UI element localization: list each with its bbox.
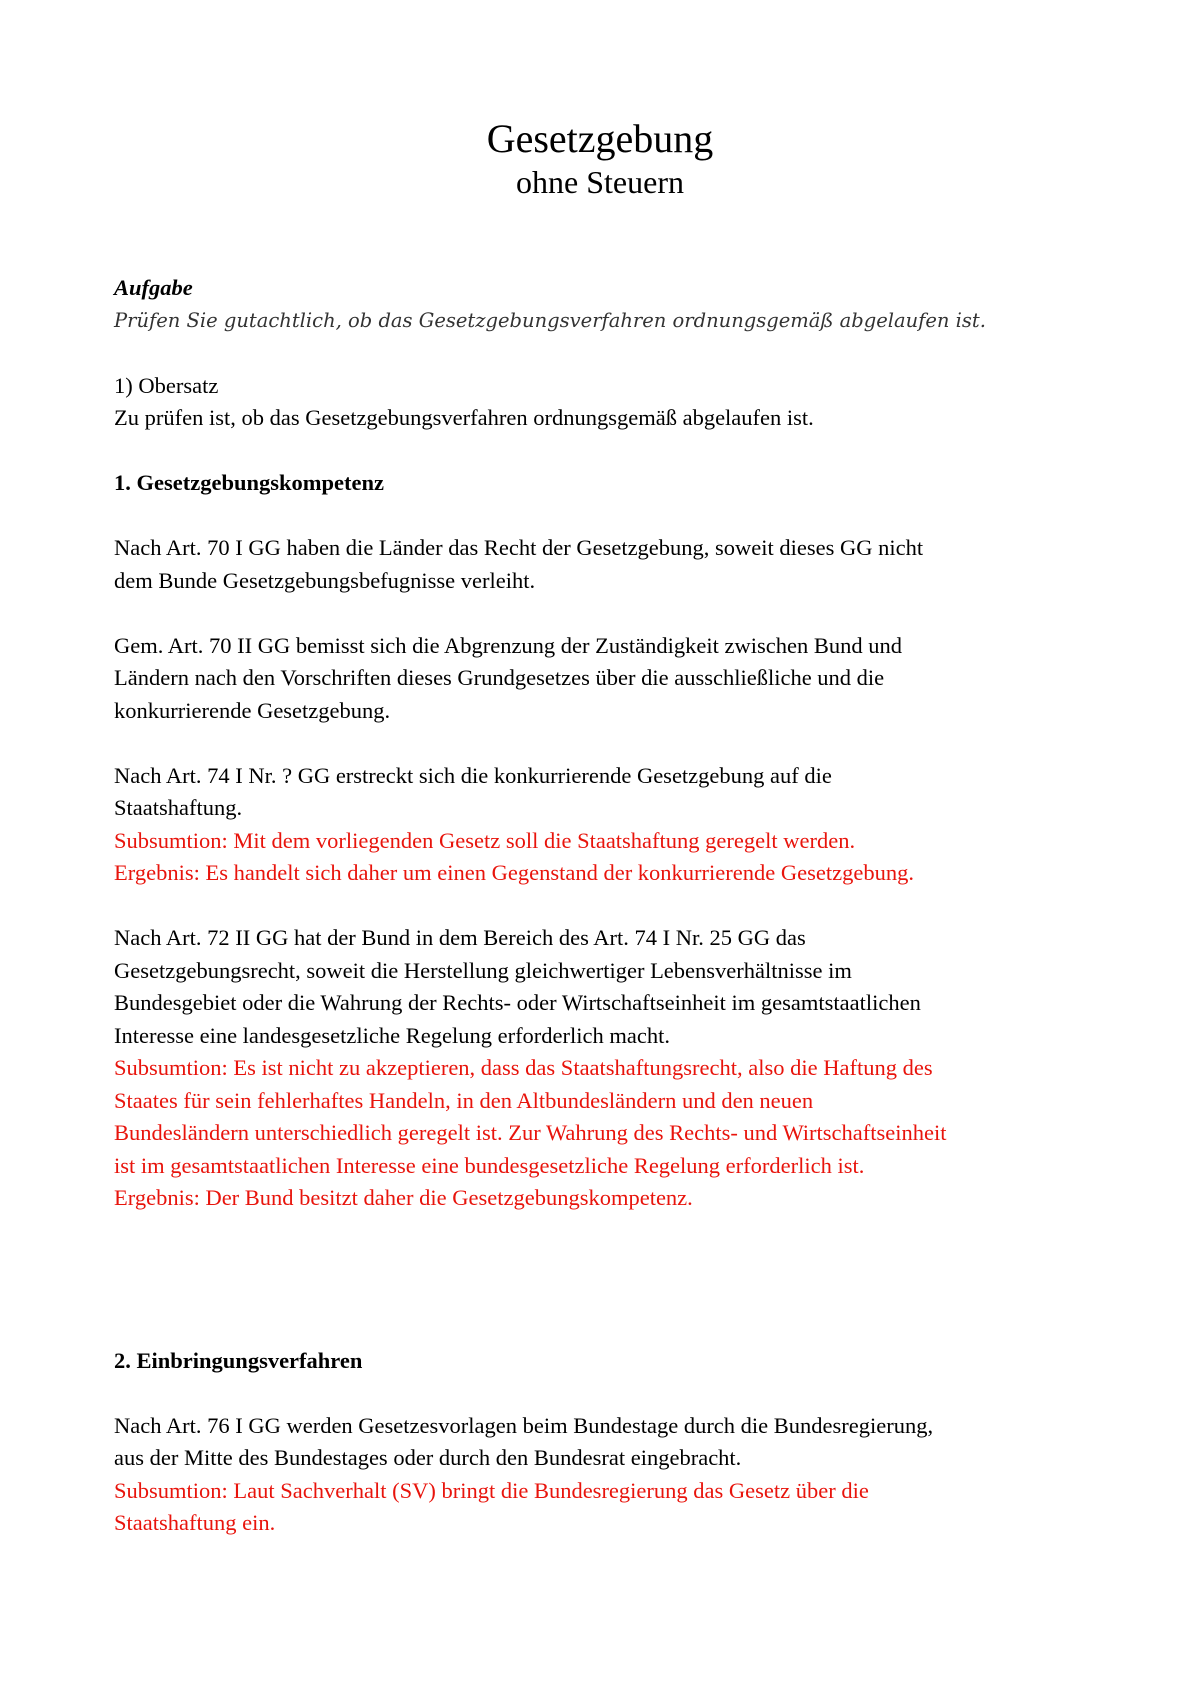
paragraph-line: dem Bunde Gesetzgebungsbefugnisse verleiht. bbox=[114, 567, 536, 593]
paragraph-line: Bundesgebiet oder die Wahrung der Rechts- oder Wirtschaftseinheit im gesamtstaatlichen bbox=[114, 990, 921, 1015]
task-heading: Aufgabe bbox=[114, 275, 193, 300]
title-block bbox=[0, 116, 1200, 202]
task-text: Prüfen Sie gutachtlich, ob das Gesetzgebungsverfahren ordnungsgemäß abgelaufen ist. bbox=[114, 308, 986, 332]
paragraph-line: Gem. Art. 70 II GG bemisst sich die Abgrenzung der Zuständigkeit zwischen Bund und bbox=[114, 632, 902, 658]
document-body bbox=[114, 272, 1094, 1540]
spacer bbox=[114, 597, 1094, 630]
section2-heading: 2. Einbringungsverfahren bbox=[114, 1347, 363, 1373]
spacer bbox=[114, 1215, 1094, 1345]
document-subtitle: ohne Steuern bbox=[516, 164, 684, 200]
subsumtion-line: Subsumtion: Mit dem vorliegenden Gesetz soll die Staatshaftung geregelt werden. bbox=[114, 827, 856, 853]
section1-paragraph-4 bbox=[114, 922, 1094, 1215]
paragraph-line: konkurrierende Gesetzgebung. bbox=[114, 697, 391, 723]
section1-paragraph-3 bbox=[114, 760, 1094, 890]
subsumtion-line: Subsumtion: Laut Sachverhalt (SV) bringt die Bundesregierung das Gesetz über die bbox=[114, 1477, 869, 1503]
paragraph-line: Staatshaftung. bbox=[114, 795, 243, 820]
paragraph-line: aus der Mitte des Bundestages oder durch den Bundesrat eingebracht. bbox=[114, 1445, 742, 1470]
spacer bbox=[114, 890, 1094, 923]
paragraph-line: Ländern nach den Vorschriften dieses Grundgesetzes über die ausschließliche und die bbox=[114, 665, 885, 690]
spacer bbox=[114, 435, 1094, 468]
subsumtion-line: Subsumtion: Es ist nicht zu akzeptieren, dass das Staatshaftungsrecht, also die Haftung des bbox=[114, 1055, 933, 1080]
subsumtion-line: ist im gesamtstaatlichen Interesse eine bundesgesetzliche Regelung erforderlich ist. bbox=[114, 1152, 865, 1178]
ergebnis-line: Ergebnis: Es handelt sich daher um einen Gegenstand der konkurrierende Gesetzgebung. bbox=[114, 860, 914, 885]
paragraph-line: Nach Art. 72 II GG hat der Bund in dem Bereich des Art. 74 I Nr. 25 GG das bbox=[114, 925, 806, 950]
spacer bbox=[114, 500, 1094, 533]
section1-paragraph-2 bbox=[114, 630, 1094, 728]
subsumtion-line: Bundesländern unterschiedlich geregelt ist. Zur Wahrung des Rechts- und Wirtschaftseinheit bbox=[114, 1120, 947, 1145]
paragraph-line: Nach Art. 74 I Nr. ? GG erstreckt sich die konkurrierende Gesetzgebung auf die bbox=[114, 762, 832, 788]
obersatz-heading: 1) Obersatz bbox=[114, 372, 219, 398]
spacer bbox=[114, 727, 1094, 760]
section1-heading: 1. Gesetzgebungskompetenz bbox=[114, 470, 384, 495]
paragraph-line: Nach Art. 70 I GG haben die Länder das Recht der Gesetzgebung, soweit dieses GG nicht bbox=[114, 535, 924, 560]
section1-paragraph-1 bbox=[114, 532, 1094, 597]
paragraph-line: Gesetzgebungsrecht, soweit die Herstellung gleichwertiger Lebensverhältnisse im bbox=[114, 957, 852, 983]
spacer bbox=[114, 1377, 1094, 1410]
paragraph-line: Interesse eine landesgesetzliche Regelung erforderlich macht. bbox=[114, 1022, 670, 1048]
paragraph-line: Nach Art. 76 I GG werden Gesetzesvorlagen beim Bundestage durch die Bundesregierung, bbox=[114, 1412, 934, 1438]
section2-paragraph-1 bbox=[114, 1410, 1094, 1540]
obersatz-text: Zu prüfen ist, ob das Gesetzgebungsverfahren ordnungsgemäß abgelaufen ist. bbox=[114, 405, 814, 430]
spacer bbox=[114, 337, 1094, 370]
subsumtion-line: Staates für sein fehlerhaftes Handeln, in den Altbundesländern und den neuen bbox=[114, 1087, 814, 1113]
subsumtion-line: Staatshaftung ein. bbox=[114, 1510, 276, 1535]
document-title: Gesetzgebung bbox=[486, 116, 714, 161]
ergebnis-line: Ergebnis: Der Bund besitzt daher die Gesetzgebungskompetenz. bbox=[114, 1185, 693, 1210]
